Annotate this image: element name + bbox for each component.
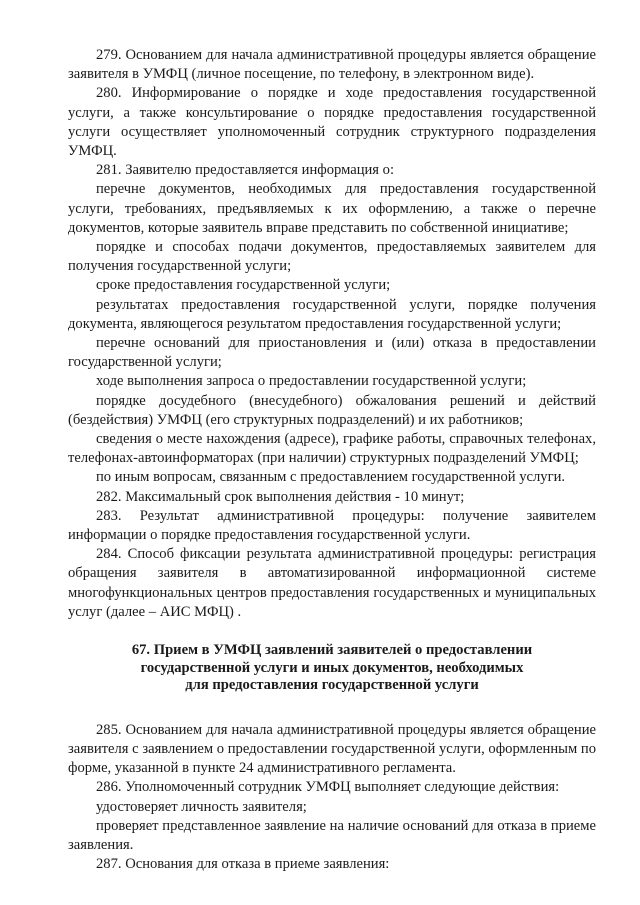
- section-top: [68, 46, 596, 622]
- document-page: [68, 46, 596, 875]
- heading-line: 67. Прием в УМФЦ заявлений заявителей о предоставлении: [131, 642, 533, 659]
- list-item-refusal: перечне оснований для приостановления и (или) отказа в предоставлении государственной услуги;: [68, 335, 596, 371]
- paragraph-280: 280. Информирование о порядке и ходе предоставления государственной услуги, а также консультирование о порядке предоставления государственной услуги осуществляет уполномоченный сотрудник структурного подразделения УМФЦ.: [68, 85, 596, 160]
- list-item-progress: ходе выполнения запроса о предоставлении государственной услуги;: [96, 373, 527, 390]
- list-item-identity: удостоверяет личность заявителя;: [96, 798, 307, 815]
- heading-line: государственной услуги и иных документов, необходимых: [140, 659, 524, 676]
- paragraph-281: 281. Заявителю предоставляется информация о:: [96, 162, 395, 179]
- list-item-documents: перечне документов, необходимых для предоставления государственной услуги, требованиях, предъявляемых к их оформлению, а также о перечне документов, которые заявитель вправе представить по собственной инициативе;: [68, 181, 596, 236]
- list-item-other: по иным вопросам, связанным с предоставлением государственной услуги.: [96, 469, 566, 486]
- list-item-location: сведения о месте нахождения (адресе), графике работы, справочных телефонах, телефонах-автоинформаторах (при наличии) структурных подразделений УМФЦ;: [68, 431, 596, 467]
- paragraph-285: 285. Основанием для начала административной процедуры является обращение заявителя с заявлением о предоставлении государственной услуги, оформленным по форме, указанной в пункте 24 административного регламента.: [68, 721, 596, 777]
- list-item-appeal: порядке досудебного (внесудебного) обжалования решений и действий (бездействия) УМФЦ (его структурных подразделений) и их работников;: [68, 392, 596, 428]
- paragraph-282: 282. Максимальный срок выполнения действия - 10 минут;: [96, 488, 465, 505]
- paragraph-284: 284. Способ фиксации результата административной процедуры: регистрация обращения заявителя в автоматизированной информационной системе многофункциональных центров предоставления государственных и муниципальных услуг (далее – АИС МФЦ) .: [68, 546, 596, 620]
- paragraph-279: 279. Основанием для начала административной процедуры является обращение заявителя в УМФЦ (личное посещение, по телефону, в электронном виде).: [68, 47, 596, 83]
- paragraph-283: 283. Результат административной процедуры: получение заявителем информации о порядке предоставления государственной услуги.: [68, 507, 596, 544]
- list-item-check: проверяет представленное заявление на наличие оснований для отказа в приеме заявления.: [68, 817, 596, 854]
- list-item-term: сроке предоставления государственной услуги;: [96, 277, 391, 294]
- list-item-results: результатах предоставления государственной услуги, порядке получения документа, являющегося результатом предоставления государственной услуги;: [68, 296, 596, 332]
- section-bottom: [68, 721, 596, 875]
- list-item-submission: порядке и способах подачи документов, предоставляемых заявителем для получения государственной услуги;: [68, 239, 596, 275]
- heading-line: для предоставления государственной услуги: [185, 677, 479, 694]
- paragraph-286: 286. Уполномоченный сотрудник УМФЦ выполняет следующие действия:: [96, 779, 560, 796]
- paragraph-287: 287. Основания для отказа в приеме заявления:: [96, 856, 390, 873]
- section-heading-67: [68, 642, 596, 695]
